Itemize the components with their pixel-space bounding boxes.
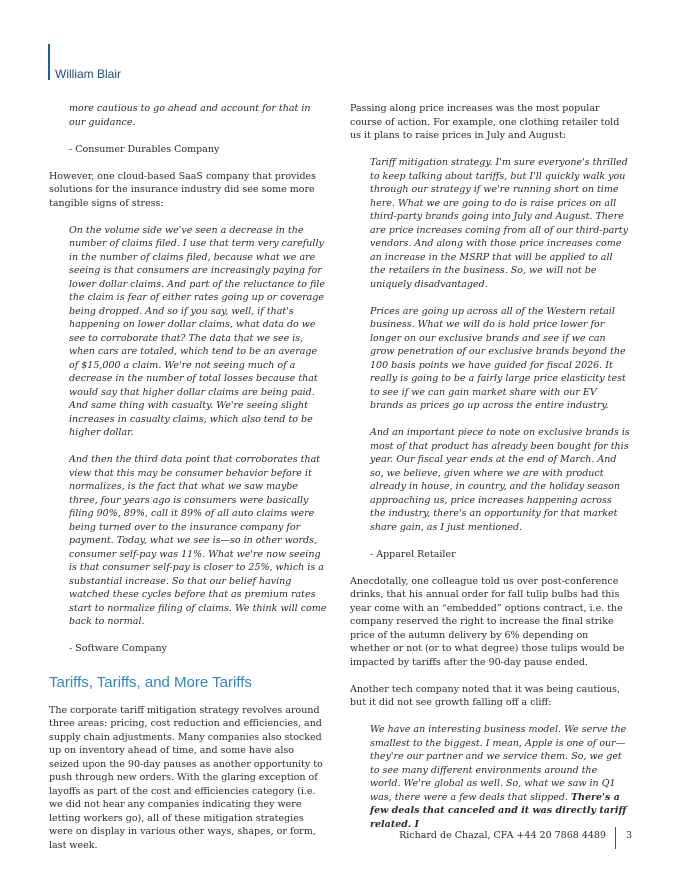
quote-emphasis: There's a few deals that canceled and it was directly tariff related. I bbox=[370, 791, 627, 830]
block-quote: Prices are going up across all of the Western retail business. What we will do is hold price lower for longer on our exclusive brands and see if we can grow penetration of our exclusive brands beyond the 100 basis points we have guided for fiscal 2026. It really is going to be a fairly large price elasticity test to see if we can gain market share with our EV brands as prices go up across the entire industry. bbox=[370, 305, 626, 411]
brand-rule bbox=[48, 44, 50, 80]
section-heading: Tariffs, Tariffs, and More Tariffs bbox=[49, 673, 252, 691]
block-quote: And an important piece to note on exclusive brands is most of that product has already been bought for this year. Our fiscal year ends at the end of March. And so, we believe, given where we are with product already in house, in country, and the holiday season approaching us, price increases happening across the industry, there's an opportunity for that market share gain, as I just mentioned. bbox=[370, 427, 630, 533]
block-quote: On the volume side we've seen a decrease in the number of claims filed. I use that term very carefully in the number of claims filed, because what we are seeing is that consumers are increasingly paying for lower dollar claims. And part of the reluctance to file the claim is fear of either rates going up or coverage being dropped. And so if you say, well, if that's happening on lower dollar claims, what data do we see to corroborate that? The data that we see is, when cars are totaled, which tend to be an average of $15,000 a claim. We're not seeing much of a decrease in the number of total losses because that would say that higher dollar claims are being paid. And same thing with casualty. We're seeing slight increases in casualty claims, which also tend to be higher dollar. bbox=[69, 224, 325, 438]
brand-name: William Blair bbox=[55, 67, 121, 81]
body-paragraph: The corporate tariff mitigation strategy revolves around three areas: pricing, cost reduction and efficiencies, and supply chain adjustments. Many companies also stocked up on inventory ahead of time, and some have also seized upon the 90-day pauses as another opportunity to push through new orders. With the glaring exception of layoffs as part of the cost and efficiencies category (i.e. we did not hear any companies indicating they were letting workers go), all of these mitigation strategies were on display in various other ways, shapes, or form, last week. bbox=[49, 704, 323, 851]
quote-text: We have an interesting business model. We serve the smallest to the biggest. I mean, Apple is one of our—they're our partner and we service them. So, we get to see many different environments around the world. We're global as well. So, what we saw in Q1 was, there were a few deals that slipped. bbox=[370, 724, 627, 803]
quote-attribution: - Consumer Durables Company bbox=[69, 143, 220, 155]
body-paragraph: Anecdotally, one colleague told us over post-conference drinks, that his annual order for fall tulip bulbs had this year come with an “embedded” options contract, i.e. the company reserved the right to increase the final strike price of the autumn delivery by 6% depending on whether or not (or to what degree) those tulips would be impacted by tariffs after the 90-day pause ended. bbox=[350, 575, 625, 668]
footer-rule bbox=[615, 827, 616, 849]
quote-attribution: - Software Company bbox=[69, 643, 167, 654]
body-paragraph: However, one cloud-based SaaS company that provides solutions for the insurance industry did see some more tangible signs of stress: bbox=[49, 170, 317, 209]
left-column bbox=[49, 102, 327, 866]
quote-attribution: - Apparel Retailer bbox=[370, 548, 456, 560]
body-paragraph: Another tech company noted that it was being cautious, but it did not see growth falling off a cliff: bbox=[350, 683, 621, 708]
quote-continuation: more cautious to go ahead and account for that in our guidance. bbox=[69, 103, 311, 128]
page-number: 3 bbox=[626, 830, 633, 841]
block-quote bbox=[370, 723, 630, 831]
footer-author: Richard de Chazal, CFA +44 20 7868 4489 bbox=[399, 830, 606, 841]
right-column bbox=[350, 102, 633, 845]
body-paragraph: Passing along price increases was the most popular course of action. For example, one clothing retailer told us it plans to raise prices in July and August: bbox=[350, 103, 620, 141]
block-quote: And then the third data point that corroborates that view that this may be consumer behavior before it normalizes, is the fact that what we saw maybe three, four years ago is consumers were basically filing 90%, 89%, call it 89% of all auto claims were being turned over to the insurance company for payment. Today, what we see is—so in other words, consumer self-pay was 11%. What we're now seeing is that consumer self-pay is closer to 25%, which is a substantial increase. So that our belief having watched these cycles before that as premium rates start to normalize filing of claims. We think will come back to normal. bbox=[69, 454, 327, 627]
block-quote: Tariff mitigation strategy. I'm sure everyone's thrilled to keep talking about tariffs, but I'll quickly walk you through our strategy if we're running short on time here. What we are going to do is raise prices on all third-party brands going into July and August. There are price increases coming from all of our third-party vendors. And along with those price increases come an increase in the MSRP that will be applied to all the retailers in the business. So, we will not be uniquely disadvantaged. bbox=[370, 157, 628, 290]
